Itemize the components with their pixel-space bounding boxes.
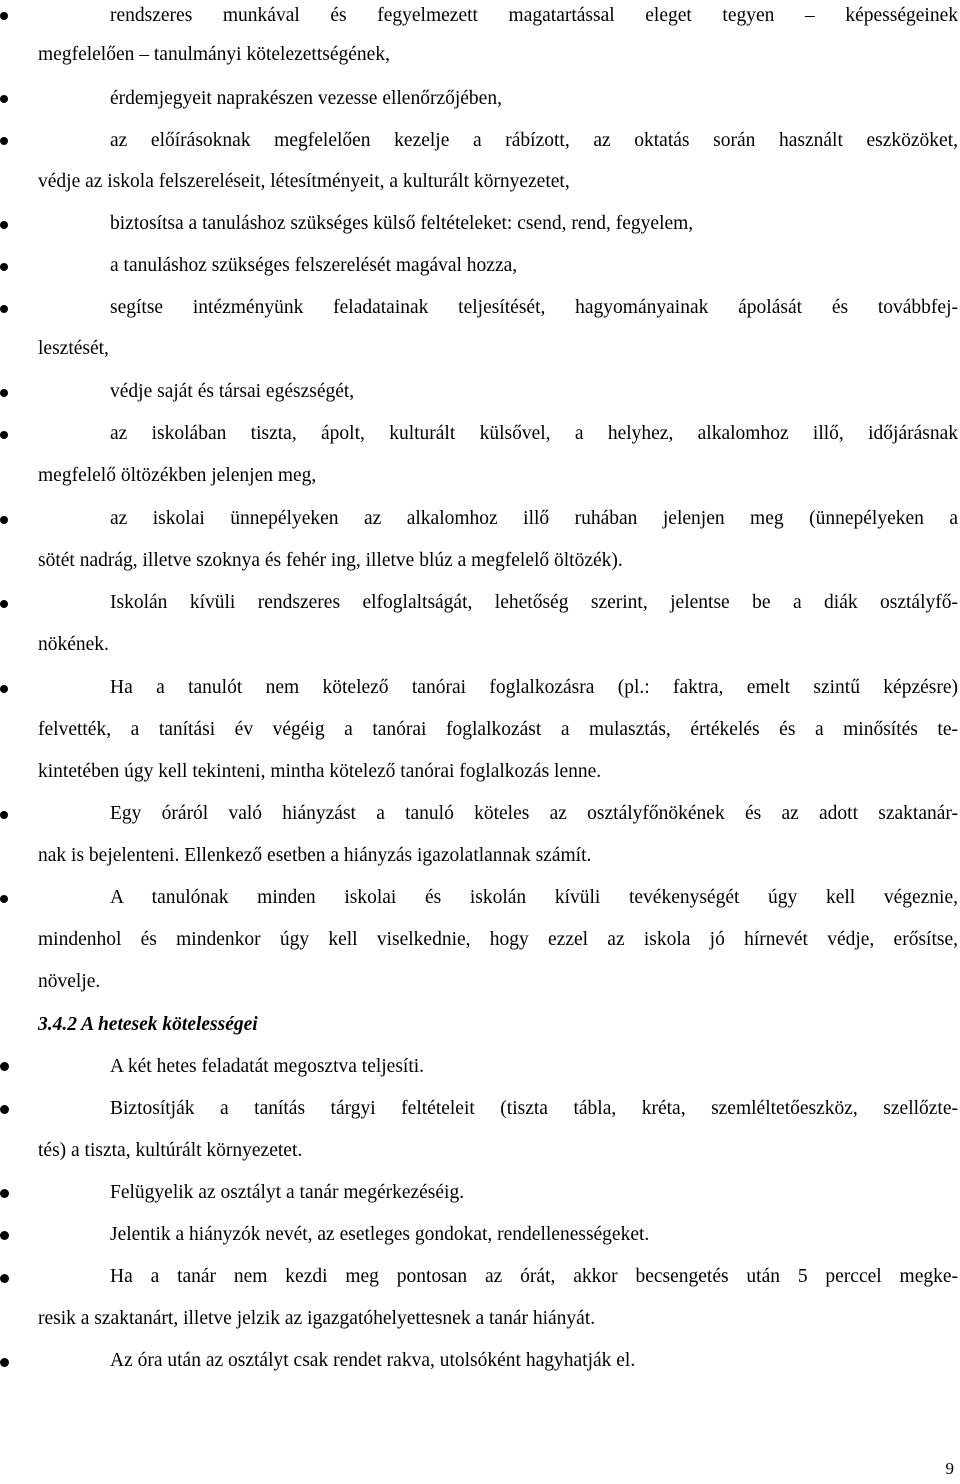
list-item-text: Egy óráról való hiányzást a tanuló köteles az osztályfőnökének és az adott szaktanár- xyxy=(110,803,958,824)
bullet-icon xyxy=(0,431,8,439)
section-heading: 3.4.2 A hetesek kötelességei xyxy=(38,1014,258,1035)
bullet-icon xyxy=(0,685,8,693)
list-item-text: Biztosítják a tanítás tárgyi feltételeit (tiszta tábla, kréta, szemléltetőeszköz, szellőzte- xyxy=(110,1098,958,1119)
list-item-text: védje saját és társai egészségét, xyxy=(110,381,355,402)
list-item-text: Felügyelik az osztályt a tanár megérkezéséig. xyxy=(110,1182,465,1203)
bullet-icon xyxy=(0,1189,9,1198)
bullet-icon xyxy=(0,1231,9,1240)
bullet-icon xyxy=(0,1105,9,1114)
list-item-text: felvették, a tanítási év végéig a tanórai foglalkozást a mulasztás, értékelés és a minősítés te- xyxy=(38,719,958,740)
page-number: 9 xyxy=(945,1459,954,1478)
list-item-text: Ha a tanár nem kezdi meg pontosan az órát, akkor becsengetés után 5 perccel megke- xyxy=(110,1266,958,1287)
bullet-icon xyxy=(0,895,8,903)
list-item-text: A két hetes feladatát megosztva teljesíti. xyxy=(110,1056,425,1077)
bullet-icon xyxy=(0,1358,9,1367)
list-item-text: sötét nadrág, illetve szoknya és fehér ing, illetve blúz a megfelelő öltözék). xyxy=(38,550,623,571)
list-item-text: Jelentik a hiányzók nevét, az esetleges gondokat, rendellenességeket. xyxy=(110,1224,650,1245)
list-item-text: az előírásoknak megfelelően kezelje a rábízott, az oktatás során használt eszközöket, xyxy=(110,130,958,151)
list-item-text: A tanulónak minden iskolai és iskolán kívüli tevékenységét úgy kell végeznie, xyxy=(110,887,958,908)
list-item-text: érdemjegyeit naprakészen vezesse ellenőrzőjében, xyxy=(110,88,502,109)
list-item-text: lesztését, xyxy=(38,338,109,359)
bullet-icon xyxy=(0,263,8,271)
list-item-text: Iskolán kívüli rendszeres elfoglaltságát, lehetőség szerint, jelentse be a diák osztályfő- xyxy=(110,592,958,613)
list-item-text: a tanuláshoz szükséges felszerelését magával hozza, xyxy=(110,255,518,276)
bullet-icon xyxy=(0,305,8,313)
list-item-text: tés) a tiszta, kultúrált környezetet. xyxy=(38,1140,303,1161)
list-item-text: nökének. xyxy=(38,634,109,655)
list-item-text: Az óra után az osztályt csak rendet rakva, utolsóként hagyhatják el. xyxy=(110,1350,636,1371)
list-item-text: az iskolában tiszta, ápolt, kulturált külsővel, a helyhez, alkalomhoz illő, időjárásnak xyxy=(110,423,958,444)
bullet-icon xyxy=(0,95,8,103)
list-item-text: mindenhol és mindenkor úgy kell viselkednie, hogy ezzel az iskola jó hírnevét védje, erősítse, xyxy=(38,929,958,950)
bullet-icon xyxy=(0,12,8,20)
bullet-icon xyxy=(0,221,8,229)
list-item-text: resik a szaktanárt, illetve jelzik az igazgatóhelyettesnek a tanár hiányát. xyxy=(38,1308,596,1329)
list-item-text: az iskolai ünnepélyeken az alkalomhoz illő ruhában jelenjen meg (ünnepélyeken a xyxy=(110,508,958,529)
bullet-icon xyxy=(0,600,8,608)
bullet-icon xyxy=(0,516,8,524)
list-item-text: védje az iskola felszereléseit, létesítményeit, a kulturált környezetet, xyxy=(38,171,570,192)
bullet-icon xyxy=(0,1062,9,1071)
bullet-icon xyxy=(0,389,8,397)
list-item-text: megfelelően – tanulmányi kötelezettségének, xyxy=(38,44,390,65)
list-item-text: kintetében úgy kell tekinteni, mintha kötelező tanórai foglalkozás lenne. xyxy=(38,761,602,782)
list-item-text: növelje. xyxy=(38,971,101,992)
bullet-icon xyxy=(0,1274,9,1283)
list-item-text: biztosítsa a tanuláshoz szükséges külső feltételeket: csend, rend, fegyelem, xyxy=(110,213,694,234)
list-item-text: Ha a tanulót nem kötelező tanórai foglalkozásra (pl.: faktra, emelt szintű képzésre) xyxy=(110,677,958,698)
list-item-text: megfelelő öltözékben jelenjen meg, xyxy=(38,465,317,486)
list-item-text: rendszeres munkával és fegyelmezett magatartással eleget tegyen – képességeinek xyxy=(110,5,958,26)
bullet-icon xyxy=(0,137,8,145)
bullet-icon xyxy=(0,811,8,819)
list-item-text: nak is bejelenteni. Ellenkező esetben a hiányzás igazolatlannak számít. xyxy=(38,845,592,866)
list-item-text: segítse intézményünk feladatainak teljesítését, hagyományainak ápolását és továbbfej- xyxy=(110,297,958,318)
